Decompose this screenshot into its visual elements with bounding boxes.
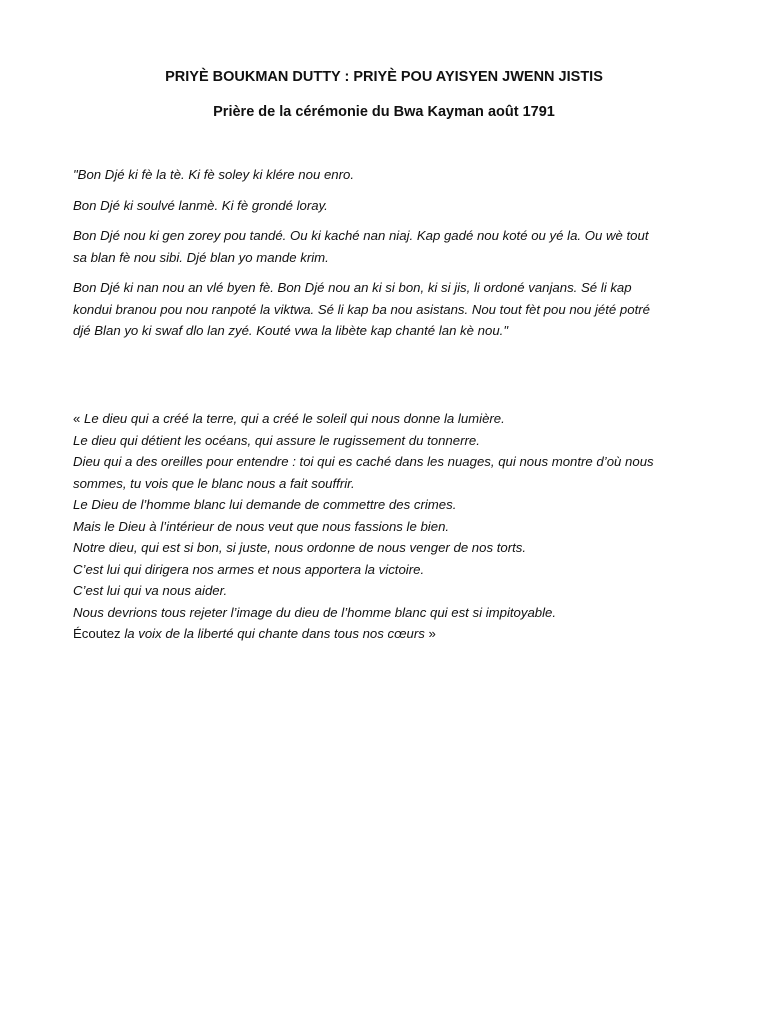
french-line: [73, 451, 698, 473]
french-line-tail: »: [424, 626, 436, 641]
creole-line: Bon Djé nou ki gen zorey pou tandé. Ou ki kaché nan niaj. Kap gadé nou koté ou yé la. Ou wè tout: [73, 228, 649, 243]
creole-line: Bon Djé ki nan nou an vlé byen fè. Bon Djé nou an ki si bon, ki si jis, li ordoné vanjans. Sé li kap: [73, 280, 632, 295]
french-line: [73, 516, 698, 538]
french-line-text: Le dieu qui a créé la terre, qui a créé le soleil qui nous donne la lumière.: [84, 411, 505, 426]
creole-line: "Bon Djé ki fè la tè. Ki fè soley ki klére nou enro.: [73, 167, 355, 182]
french-line: [73, 430, 698, 452]
french-line-text: Notre dieu, qui est si bon, si juste, nous ordonne de nous venger de nos torts.: [73, 540, 527, 555]
french-line: [73, 494, 698, 516]
french-line-text: Le dieu qui détient les océans, qui assure le rugissement du tonnerre.: [73, 432, 480, 448]
creole-line: sa blan fè nou sibi. Djé blan yo mande krim.: [73, 249, 329, 265]
french-line: [73, 580, 698, 602]
french-line-text: Mais le Dieu à l’intérieur de nous veut que nous fassions le bien.: [73, 518, 450, 534]
french-line: [73, 623, 698, 645]
french-line: [73, 473, 698, 495]
french-line-text: Dieu qui a des oreilles pour entendre : toi qui es caché dans les nuages, qui nous montre d’où nous: [73, 454, 654, 469]
creole-line: djé Blan yo ki swaf dlo lan zyé. Kouté vwa la libète kap chanté lan kè nou.": [73, 323, 509, 338]
french-line-lead: Écoutez: [73, 626, 125, 641]
creole-paragraph: [73, 277, 698, 342]
french-line-text: sommes, tu vois que le blanc nous a fait souffrir.: [73, 475, 355, 491]
french-line: [73, 559, 698, 581]
french-prayer: [73, 408, 698, 645]
french-line-lead: «: [73, 411, 84, 426]
french-line-text: Le Dieu de l’homme blanc lui demande de commettre des crimes.: [73, 497, 457, 512]
creole-line: kondui branou pou nou ranpoté la viktwa. Sé li kap ba nou asistans. Nou tout fèt pou nou jété potré: [73, 301, 650, 317]
creole-prayer: [73, 164, 698, 351]
french-line-text: C’est lui qui dirigera nos armes et nous apportera la victoire.: [73, 561, 425, 577]
creole-paragraph: [73, 225, 698, 268]
creole-paragraph: [73, 195, 698, 217]
page-title: PRIYÈ BOUKMAN DUTTY : PRIYÈ POU AYISYEN JWENN JISTIS: [165, 69, 603, 85]
creole-line: Bon Djé ki soulvé lanmè. Ki fè grondé loray.: [73, 197, 328, 213]
creole-paragraph: [73, 164, 698, 186]
french-line-text: la voix de la liberté qui chante dans tous nos cœurs: [124, 626, 425, 641]
french-line: [73, 602, 698, 624]
french-line-text: C’est lui qui va nous aider.: [73, 583, 228, 598]
page-subtitle: Prière de la cérémonie du Bwa Kayman août 1791: [213, 104, 555, 120]
french-line-text: Nous devrions tous rejeter l’image du dieu de l’homme blanc qui est si impitoyable.: [73, 604, 557, 620]
french-line: [73, 537, 698, 559]
french-line: [73, 408, 698, 430]
